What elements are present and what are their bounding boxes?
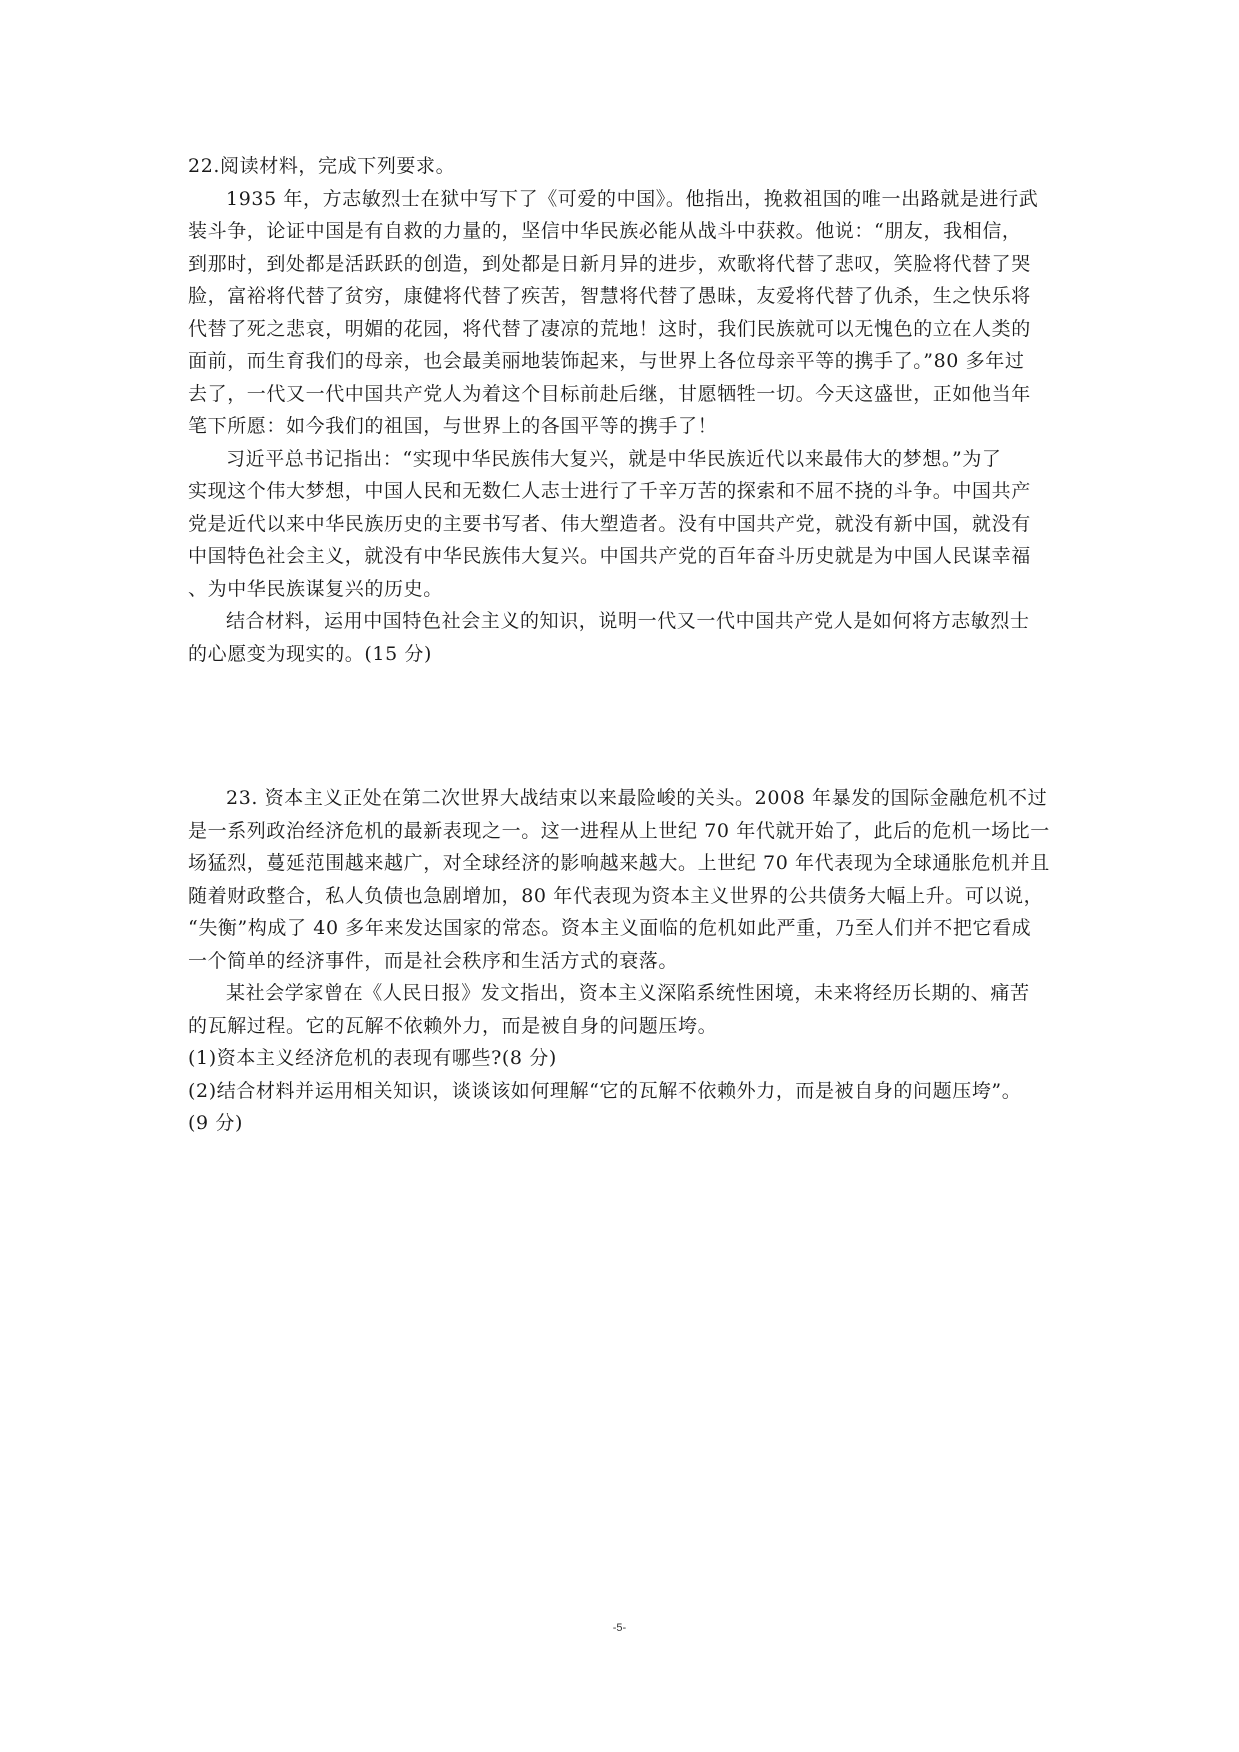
question-23 bbox=[188, 782, 1058, 1140]
q23-p1-line: “失衡”构成了 40 多年来发达国家的常态。资本主义面临的危机如此严重，乃至人们并不把它看成 bbox=[188, 917, 1032, 939]
q23-sub2-line: (9 分) bbox=[188, 1112, 243, 1134]
answer-space bbox=[188, 670, 1058, 782]
q22-p2-line: 中国特色社会主义，就没有中华民族伟大复兴。中国共产党的百年奋斗历史就是为中国人民谋幸福 bbox=[188, 545, 1031, 567]
q23-sub-question-1: (1)资本主义经济危机的表现有哪些?(8 分) bbox=[188, 1047, 557, 1069]
q22-p1-line: 脸，富裕将代替了贫穷，康健将代替了疾苦，智慧将代替了愚昧，友爱将代替了仇杀，生之快乐将 bbox=[188, 285, 1031, 307]
q22-p1-line: 到那时，到处都是活跃跃的创造，到处都是日新月异的进步，欢歌将代替了悲叹，笑脸将代替了哭 bbox=[188, 252, 1031, 275]
q23-sub-question-2 bbox=[188, 1075, 1058, 1140]
q22-p1-line: 面前，而生育我们的母亲，也会最美丽地装饰起来，与世界上各位母亲平等的携手了。”80 多年过 bbox=[188, 350, 1025, 372]
q23-p2-line: 的瓦解过程。它的瓦解不依赖外力，而是被自身的问题压垮。 bbox=[188, 1014, 718, 1037]
q23-material-paragraph-1 bbox=[188, 782, 1058, 977]
q23-p1-line: 是一系列政治经济危机的最新表现之一。这一进程从上世纪 70 年代就开始了，此后的危机一场比一 bbox=[188, 819, 1050, 842]
q22-question-prompt bbox=[188, 605, 1058, 670]
q23-p1-line: 23. 资本主义正处在第二次世界大战结束以来最险峻的关头。2008 年暴发的国际金融危机不过 bbox=[226, 787, 1048, 809]
q22-material-paragraph-2 bbox=[188, 443, 1058, 606]
q23-p1-line: 场猛烈，蔓延范围越来越广，对全球经济的影响越来越大。上世纪 70 年代表现为全球通胀危机并且 bbox=[188, 852, 1050, 874]
q22-p1-line: 笔下所愿：如今我们的祖国，与世界上的各国平等的携手了！ bbox=[188, 415, 718, 437]
question-22 bbox=[188, 150, 1058, 670]
q23-p1-line: 随着财政整合，私人负债也急剧增加，80 年代表现为资本主义世界的公共债务大幅上升。可以说， bbox=[188, 884, 1044, 907]
q22-p1-line: 代替了死之悲哀，明媚的花园，将代替了凄凉的荒地！这时，我们民族就可以无愧色的立在人类的 bbox=[188, 317, 1031, 340]
q23-p1-line: 一个简单的经济事件，而是社会秩序和生活方式的衰落。 bbox=[188, 949, 679, 972]
q22-p2-line: 、为中华民族谋复兴的历史。 bbox=[188, 577, 443, 600]
q22-p1-line: 装斗争，论证中国是有自救的力量的，坚信中华民族必能从战斗中获救。他说：“朋友，我相信， bbox=[188, 220, 1022, 242]
q22-prompt-line: 的心愿变为现实的。(15 分) bbox=[188, 642, 433, 665]
q22-p2-line: 实现这个伟大梦想，中国人民和无数仁人志士进行了千辛万苦的探索和不屈不挠的斗争。中国共产 bbox=[188, 480, 1031, 502]
q22-material-paragraph-1 bbox=[188, 183, 1058, 443]
q23-sub2-line: (2)结合材料并运用相关知识，谈谈该如何理解“它的瓦解不依赖外力，而是被自身的问题压垮”。 bbox=[188, 1079, 1022, 1102]
q23-material-paragraph-2 bbox=[188, 977, 1058, 1042]
q22-p2-line: 党是近代以来中华民族历史的主要书写者、伟大塑造者。没有中国共产党，就没有新中国，就没有 bbox=[188, 512, 1031, 535]
q22-heading: 22.阅读材料，完成下列要求。 bbox=[188, 155, 456, 177]
exam-page-content bbox=[188, 150, 1058, 1140]
q22-p2-line: 习近平总书记指出：“实现中华民族伟大复兴，就是中华民族近代以来最伟大的梦想。”为了 bbox=[226, 447, 1002, 470]
q22-prompt-line: 结合材料，运用中国特色社会主义的知识，说明一代又一代中国共产党人是如何将方志敏烈士 bbox=[226, 610, 1030, 632]
q22-p1-line: 1935 年，方志敏烈士在狱中写下了《可爱的中国》。他指出，挽救祖国的唯一出路就是进行武 bbox=[226, 187, 1039, 210]
q23-p2-line: 某社会学家曾在《人民日报》发文指出，资本主义深陷系统性困境，未来将经历长期的、痛苦 bbox=[226, 982, 1030, 1004]
page-number: -5- bbox=[612, 1622, 627, 1634]
q22-p1-line: 去了，一代又一代中国共产党人为着这个目标前赴后继，甘愿牺牲一切。今天这盛世，正如他当年 bbox=[188, 382, 1031, 405]
